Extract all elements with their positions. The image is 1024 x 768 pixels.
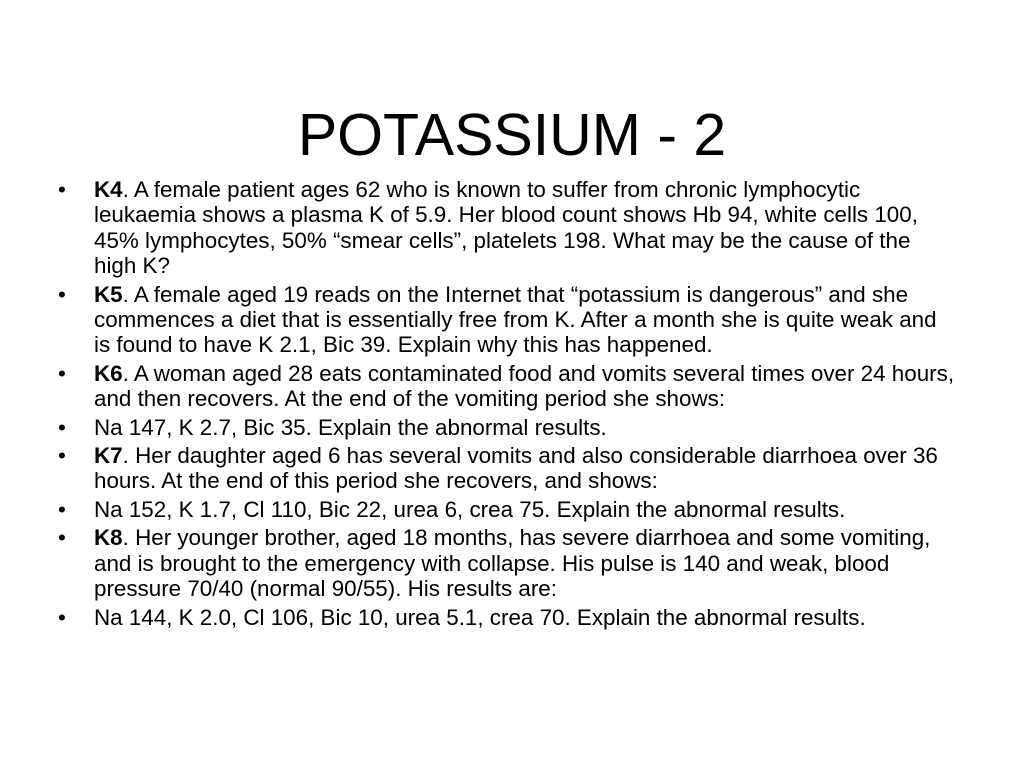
case-label: K8 bbox=[94, 525, 123, 551]
bullet-item-k6 bbox=[58, 361, 958, 412]
bullet-text: . A female aged 19 reads on the Internet that “potassium is dangerous” and she commences a diet that is essentially free from K. After a month she is quite weak and is found to have K 2.1, Bic 39. Explain why this has happened. bbox=[94, 281, 937, 358]
bullet-item-k8 bbox=[58, 525, 958, 601]
bullet-text: Na 147, K 2.7, Bic 35. Explain the abnormal results. bbox=[94, 414, 607, 440]
bullet-item-k7-results bbox=[58, 497, 958, 522]
case-label: K4 bbox=[94, 177, 123, 202]
bullet-item-k6-results bbox=[58, 415, 958, 440]
bullet-text: . A female patient ages 62 who is known to suffer from chronic lymphocytic leukaemia shows a plasma K of 5.9. Her blood count shows Hb 94, white cells 100, 45% lymphocytes, 50% “smear cells”, platelets 198. What may be the cause of the high K? bbox=[94, 177, 918, 279]
bullet-text: Na 152, K 1.7, Cl 110, Bic 22, urea 6, crea 75. Explain the abnormal results. bbox=[94, 496, 846, 522]
bullet-dot: • bbox=[58, 360, 66, 386]
bullet-list bbox=[58, 177, 958, 633]
bullet-text: . Her younger brother, aged 18 months, has severe diarrhoea and some vomiting, and is brought to the emergency with collapse. His pulse is 140 and weak, blood pressure 70/40 (normal 90/55). His results are: bbox=[94, 525, 931, 602]
case-label: K6 bbox=[94, 360, 123, 386]
bullet-dot: • bbox=[58, 177, 66, 202]
slide-title: POTASSIUM - 2 bbox=[297, 101, 727, 168]
case-label: K7 bbox=[94, 443, 123, 469]
bullet-dot: • bbox=[58, 414, 66, 440]
bullet-dot: • bbox=[58, 525, 66, 551]
bullet-item-k7 bbox=[58, 443, 958, 494]
bullet-item-k5 bbox=[58, 282, 958, 358]
bullet-text: . Her daughter aged 6 has several vomits and also considerable diarrhoea over 36 hours. At the end of this period she recovers, and shows: bbox=[94, 443, 938, 494]
bullet-text: . A woman aged 28 eats contaminated food and vomits several times over 24 hours, and then recovers. At the end of the vomiting period she shows: bbox=[94, 360, 955, 412]
bullet-text: Na 144, K 2.0, Cl 106, Bic 10, urea 5.1, crea 70. Explain the abnormal results. bbox=[94, 604, 866, 630]
case-label: K5 bbox=[94, 281, 123, 307]
bullet-dot: • bbox=[58, 281, 66, 307]
bullet-item-k8-results bbox=[58, 605, 958, 630]
bullet-item-k4 bbox=[58, 177, 958, 279]
bullet-dot: • bbox=[58, 496, 66, 522]
bullet-dot: • bbox=[58, 604, 66, 630]
bullet-dot: • bbox=[58, 443, 66, 469]
